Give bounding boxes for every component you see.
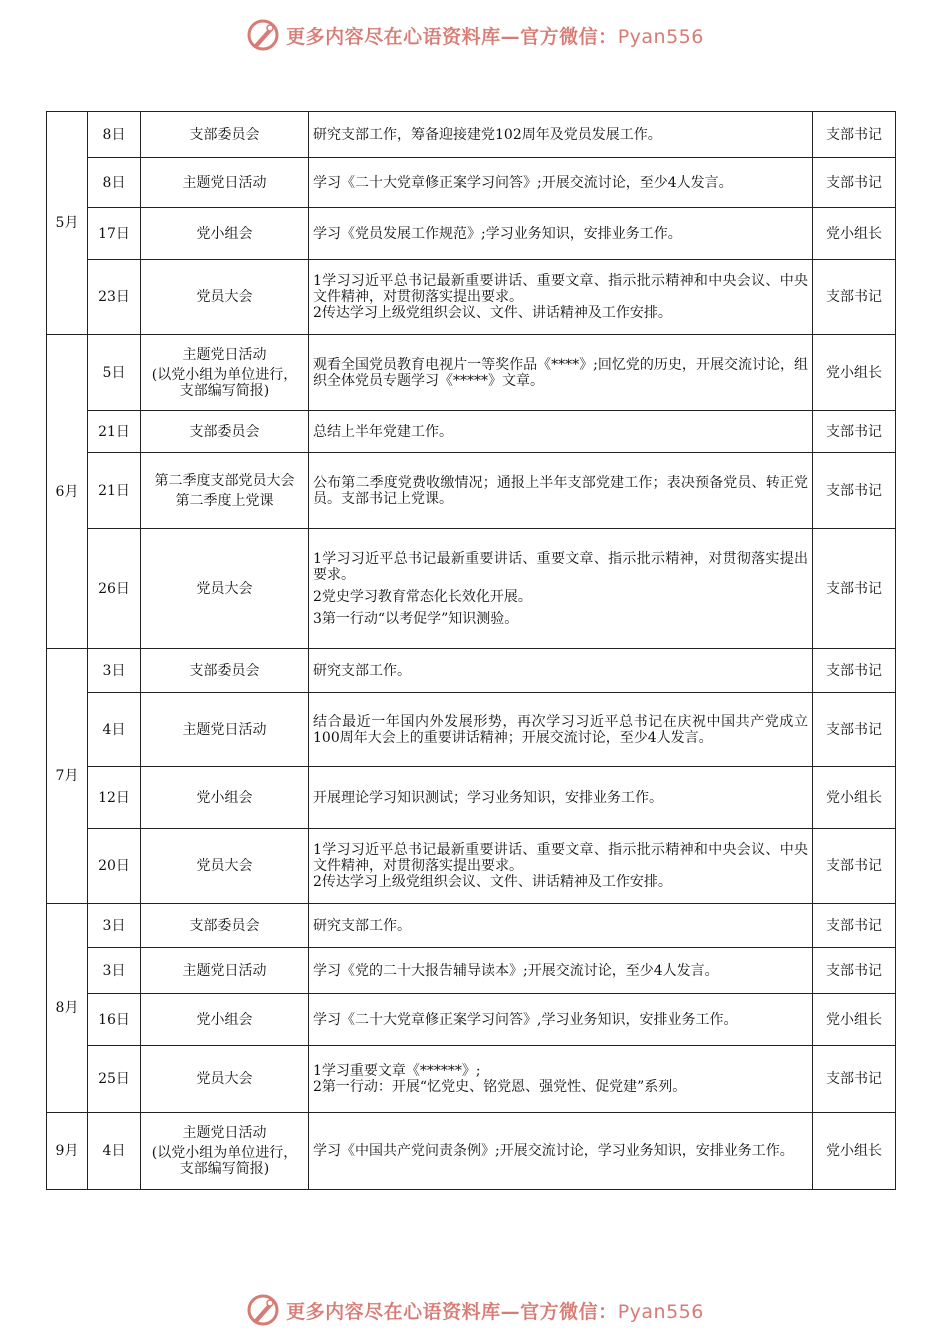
table-row <box>47 767 896 829</box>
owner-cell: 支部书记 <box>813 112 896 158</box>
content-cell: 1学习习近平总书记最新重要讲话、重要文章、指示批示精神和中央会议、中央文件精神，对贯彻落实提出要求。 2传达学习上级党组织会议、文件、讲话精神及工作安排。 <box>309 260 813 335</box>
content-cell: 总结上半年党建工作。 <box>309 411 813 453</box>
meeting-type-cell: 党小组会 <box>141 994 309 1046</box>
owner-cell: 党小组长 <box>813 1113 896 1190</box>
table-row <box>47 260 896 335</box>
owner-cell: 支部书记 <box>813 453 896 529</box>
content-cell: 1学习重要文章《******》; 2第一行动：开展“忆党史、铭党恩、强党性、促党建”系列。 <box>309 1046 813 1113</box>
banner-text: 更多内容尽在心语资料库—官方微信：Pyan556 <box>286 25 704 48</box>
top-banner <box>0 15 950 55</box>
table-row <box>47 208 896 260</box>
date-cell: 16日 <box>88 994 141 1046</box>
date-cell: 26日 <box>88 529 141 649</box>
meeting-type-cell: 支部委员会 <box>141 112 309 158</box>
month-cell: 8月 <box>47 904 88 1113</box>
date-cell: 23日 <box>88 260 141 335</box>
owner-cell: 支部书记 <box>813 260 896 335</box>
owner-cell: 党小组长 <box>813 994 896 1046</box>
owner-cell: 党小组长 <box>813 335 896 411</box>
date-cell: 8日 <box>88 158 141 208</box>
owner-cell: 支部书记 <box>813 649 896 693</box>
month-cell: 6月 <box>47 335 88 649</box>
meeting-type-cell: 支部委员会 <box>141 649 309 693</box>
content-cell: 研究支部工作。 <box>309 904 813 948</box>
content-cell: 1学习习近平总书记最新重要讲话、重要文章、指示批示精神，对贯彻落实提出要求。 2党史学习教育常态化长效化开展。 3第一行动“以考促学”知识测验。 <box>309 529 813 649</box>
owner-cell: 党小组长 <box>813 208 896 260</box>
bottom-banner <box>0 1290 950 1330</box>
month-cell: 9月 <box>47 1113 88 1190</box>
meeting-type-cell: 第二季度支部党员大会 第二季度上党课 <box>141 453 309 529</box>
meeting-type-cell: 党员大会 <box>141 1046 309 1113</box>
table-row <box>47 411 896 453</box>
date-cell: 3日 <box>88 649 141 693</box>
table-row <box>47 948 896 994</box>
meeting-type-cell: 主题党日活动 <box>141 158 309 208</box>
meeting-type-cell: 党员大会 <box>141 829 309 904</box>
meeting-type-cell: 支部委员会 <box>141 411 309 453</box>
owner-cell: 支部书记 <box>813 904 896 948</box>
owner-cell: 支部书记 <box>813 529 896 649</box>
owner-cell: 支部书记 <box>813 158 896 208</box>
table-row <box>47 1113 896 1190</box>
content-cell: 公布第二季度党费收缴情况；通报上半年支部党建工作；表决预备党员、转正党员。支部书记上党课。 <box>309 453 813 529</box>
table-row <box>47 1046 896 1113</box>
content-cell: 研究支部工作。 <box>309 649 813 693</box>
owner-cell: 支部书记 <box>813 829 896 904</box>
table-row <box>47 904 896 948</box>
meeting-type-cell: 主题党日活动 (以党小组为单位进行，支部编写简报) <box>141 335 309 411</box>
month-cell: 7月 <box>47 649 88 904</box>
table-row <box>47 158 896 208</box>
meeting-type-cell: 党小组会 <box>141 208 309 260</box>
table-row <box>47 693 896 767</box>
content-cell: 结合最近一年国内外发展形势，再次学习习近平总书记在庆祝中国共产党成立100周年大会上的重要讲话精神；开展交流讨论，至少4人发言。 <box>309 693 813 767</box>
content-cell: 学习《中国共产党问责条例》;开展交流讨论，学习业务知识，安排业务工作。 <box>309 1113 813 1190</box>
meeting-type-cell: 主题党日活动 <box>141 948 309 994</box>
content-cell: 开展理论学习知识测试；学习业务知识，安排业务工作。 <box>309 767 813 829</box>
date-cell: 17日 <box>88 208 141 260</box>
content-cell: 学习《二十大党章修正案学习问答》,学习业务知识，安排业务工作。 <box>309 994 813 1046</box>
meeting-type-cell: 党小组会 <box>141 767 309 829</box>
activity-plan-table <box>46 111 896 1190</box>
owner-cell: 支部书记 <box>813 948 896 994</box>
pen-logo-icon <box>246 18 280 52</box>
owner-cell: 支部书记 <box>813 1046 896 1113</box>
table-row <box>47 649 896 693</box>
date-cell: 25日 <box>88 1046 141 1113</box>
table-row <box>47 829 896 904</box>
content-cell: 学习《二十大党章修正案学习问答》;开展交流讨论，至少4人发言。 <box>309 158 813 208</box>
date-cell: 8日 <box>88 112 141 158</box>
pen-logo-icon <box>246 1293 280 1327</box>
meeting-type-cell: 党员大会 <box>141 529 309 649</box>
meeting-type-cell: 主题党日活动 <box>141 693 309 767</box>
date-cell: 4日 <box>88 1113 141 1190</box>
table-row <box>47 112 896 158</box>
owner-cell: 支部书记 <box>813 411 896 453</box>
date-cell: 21日 <box>88 453 141 529</box>
banner-text: 更多内容尽在心语资料库—官方微信：Pyan556 <box>286 1300 704 1323</box>
date-cell: 20日 <box>88 829 141 904</box>
meeting-type-cell: 党员大会 <box>141 260 309 335</box>
owner-cell: 党小组长 <box>813 767 896 829</box>
date-cell: 5日 <box>88 335 141 411</box>
owner-cell: 支部书记 <box>813 693 896 767</box>
date-cell: 12日 <box>88 767 141 829</box>
date-cell: 3日 <box>88 948 141 994</box>
table-row <box>47 529 896 649</box>
content-cell: 观看全国党员教育电视片一等奖作品《****》;回忆党的历史，开展交流讨论，组织全体党员专题学习《*****》文章。 <box>309 335 813 411</box>
table-row <box>47 335 896 411</box>
date-cell: 21日 <box>88 411 141 453</box>
month-cell: 5月 <box>47 112 88 335</box>
meeting-type-cell: 主题党日活动 (以党小组为单位进行，支部编写简报) <box>141 1113 309 1190</box>
content-cell: 学习《党员发展工作规范》;学习业务知识，安排业务工作。 <box>309 208 813 260</box>
meeting-type-cell: 支部委员会 <box>141 904 309 948</box>
table-row <box>47 453 896 529</box>
content-cell: 研究支部工作，筹备迎接建党102周年及党员发展工作。 <box>309 112 813 158</box>
content-cell: 1学习习近平总书记最新重要讲话、重要文章、指示批示精神和中央会议、中央文件精神，对贯彻落实提出要求。 2传达学习上级党组织会议、文件、讲话精神及工作安排。 <box>309 829 813 904</box>
date-cell: 4日 <box>88 693 141 767</box>
content-cell: 学习《党的二十大报告辅导读本》;开展交流讨论，至少4人发言。 <box>309 948 813 994</box>
date-cell: 3日 <box>88 904 141 948</box>
table-row <box>47 994 896 1046</box>
